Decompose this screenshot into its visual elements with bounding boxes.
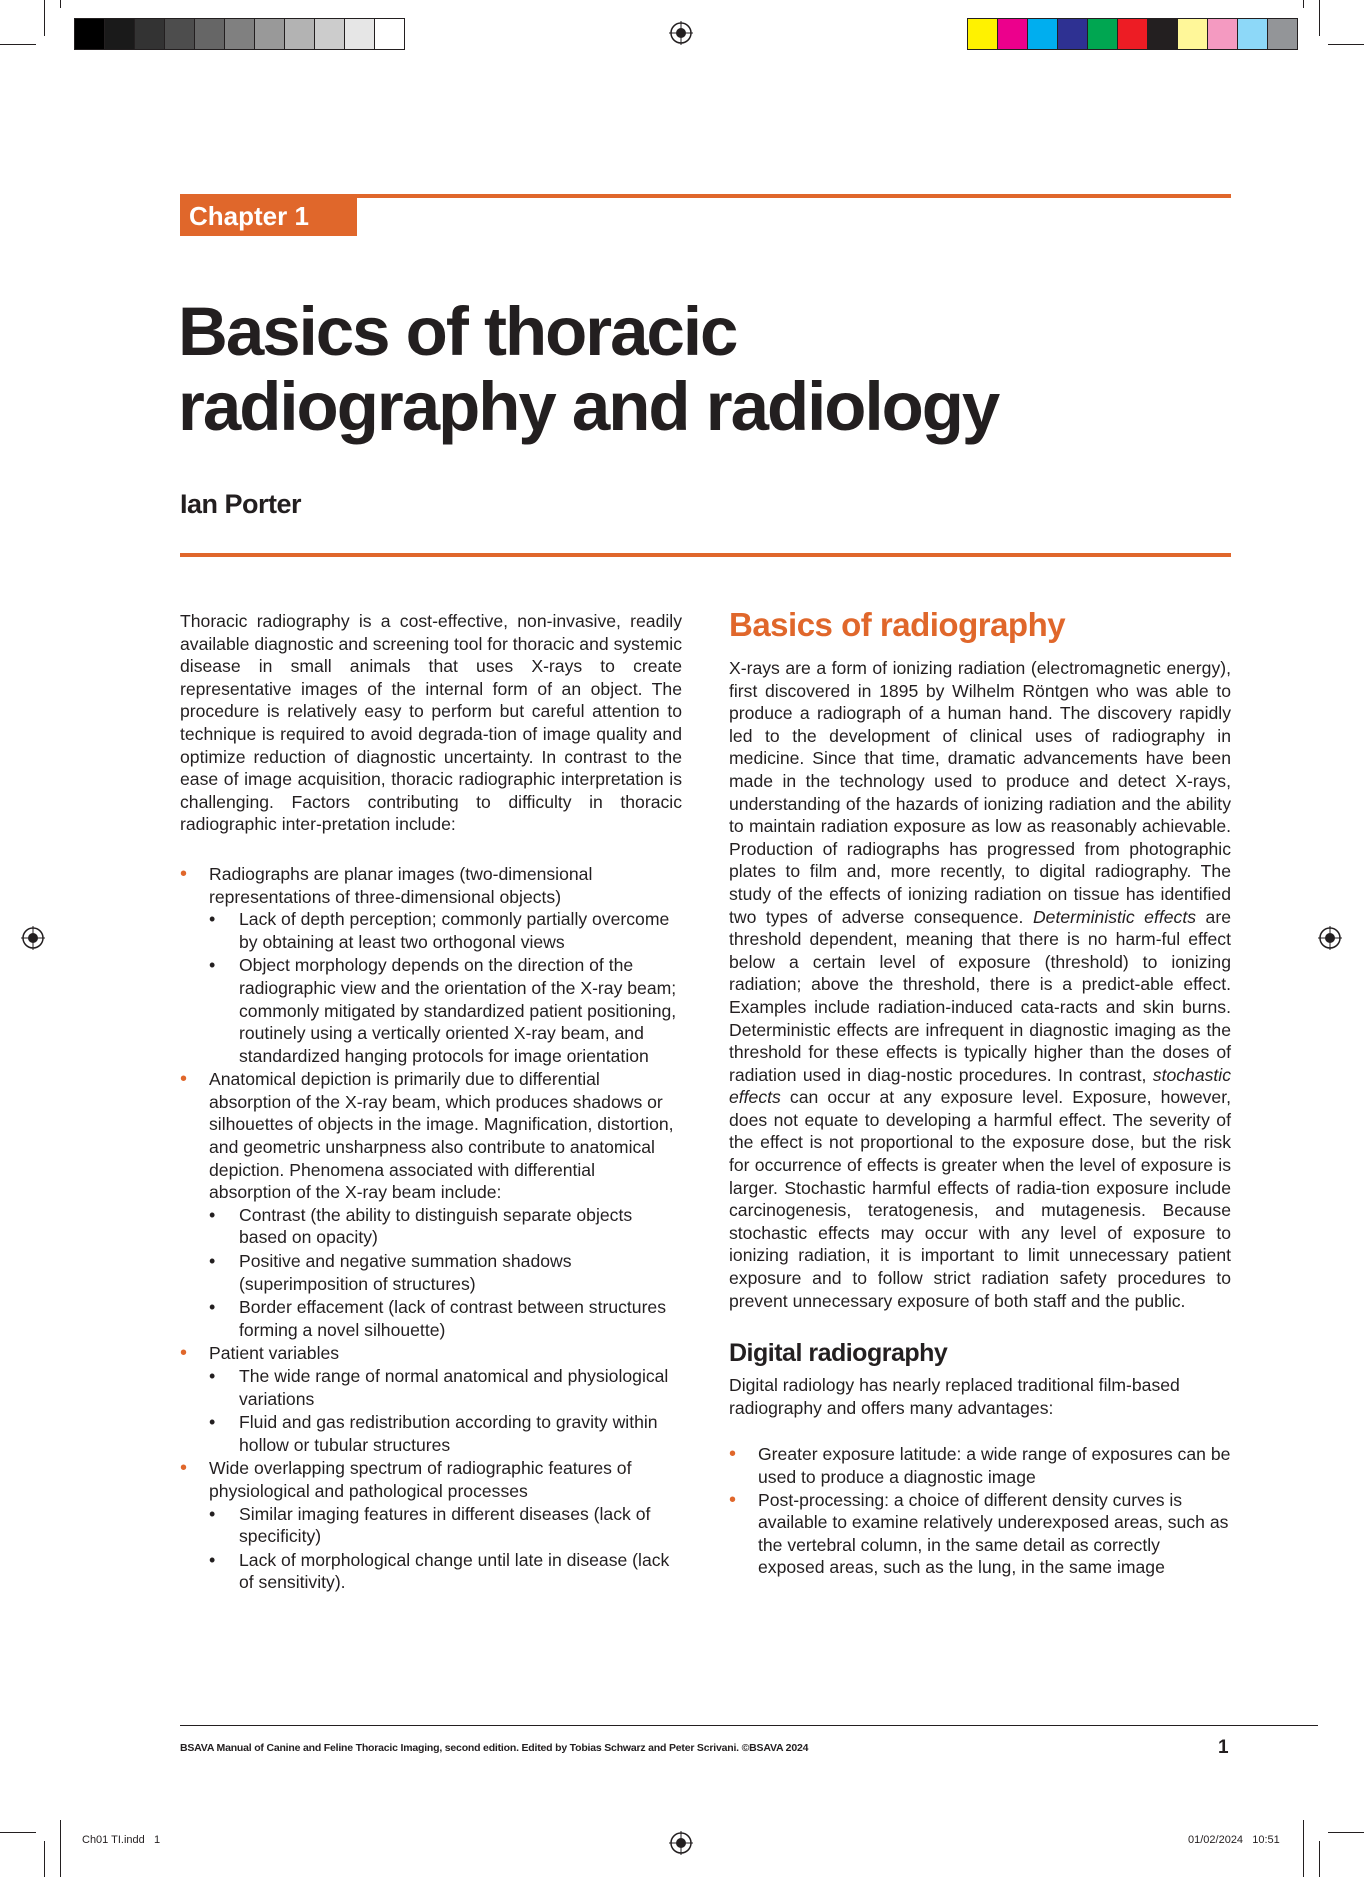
- chapter-title: [178, 294, 1238, 444]
- sub-list-item: • Positive and negative summation shadows (superimposition of structures): [209, 1250, 682, 1295]
- emphasis-term: stochastic effects: [729, 1064, 1231, 1108]
- color-swatch: [1148, 19, 1178, 49]
- right-column: [729, 605, 1231, 1579]
- color-swatch: [1268, 19, 1297, 49]
- radiography-paragraph: [729, 657, 1231, 1312]
- sub-list-item: • Similar imaging features in different diseases (lack of specificity): [209, 1503, 682, 1548]
- gray-swatch: [225, 19, 255, 49]
- author-name: Ian Porter: [180, 489, 302, 519]
- digital-advantages-list: [729, 1443, 1231, 1579]
- footer-rule: [180, 1725, 1318, 1726]
- sub-list: [209, 1503, 682, 1594]
- sub-list-item: • Fluid and gas redistribution according to gravity within hollow or tubular structures: [209, 1411, 682, 1456]
- left-column: [180, 610, 682, 1595]
- difficulty-factors-list: [180, 863, 682, 1594]
- chapter-title-line-1: Basics of thoracic: [178, 293, 737, 370]
- list-item: • Greater exposure latitude: a wide range of exposures can be used to produce a diagnostic image: [729, 1443, 1231, 1488]
- paragraph-text: are threshold dependent, meaning that there is no harm-ful effect below a certain level of exposure (threshold) to ionizing radiation; above the threshold, there is a predict-able effect. Examples include radiation-induced cata-racts and skin burns. Deterministic effects are infrequent in diagnostic imaging as the threshold for these effects is typically higher than the doses of radiation used in diag-nostic procedures. In contrast,: [729, 906, 1231, 1085]
- section-heading: Basics of radiography: [729, 606, 1066, 643]
- sub-list-item: • The wide range of normal anatomical and physiological variations: [209, 1365, 682, 1410]
- gray-swatch: [165, 19, 195, 49]
- list-item: [180, 1342, 682, 1456]
- color-swatch: [1088, 19, 1118, 49]
- gray-swatch: [285, 19, 315, 49]
- paragraph-text: X-rays are a form of ionizing radiation (electromagnetic energy), first discovered in 1895 by Wilhelm Röntgen who was able to produce a radiograph of a human hand. The discovery rapidly led to the development of clinical uses of radiography in medicine. Since that time, dramatic advancements have been made in the technology used to produce and detect X-rays, understanding of the hazards of ionizing radiation and the ability to maintain radiation exposure as low as reasonably achievable. Production of radiographs has progressed from photographic plates to film and, more recently, to digital radiography. The study of the effects of ionizing radiation on tissue has identified two types of adverse consequence.: [729, 658, 1231, 927]
- list-item: [180, 863, 682, 1067]
- emphasis-term: Deterministic effects: [1032, 906, 1197, 927]
- registration-mark-icon: [1318, 926, 1342, 950]
- sub-list: [209, 1204, 682, 1342]
- registration-mark-icon: [669, 21, 693, 45]
- list-item: • Post-processing: a choice of different density curves is available to examine relatively underexposed areas, such as the vertebral column, in the same detail as correctly exposed areas, such as the lung, in the same image: [729, 1489, 1231, 1579]
- sub-list: [209, 908, 682, 1067]
- color-swatch: [1058, 19, 1088, 49]
- color-swatch: [1028, 19, 1058, 49]
- grayscale-color-bar: [74, 18, 405, 50]
- sub-list-item: • Lack of depth perception; commonly partially overcome by obtaining at least two orthogonal views: [209, 908, 682, 953]
- list-item-text: • Patient variables: [209, 1343, 340, 1364]
- title-rule: [180, 553, 1231, 557]
- sub-list-item: • Object morphology depends on the direction of the radiographic view and the orientation of the X-ray beam; commonly mitigated by standardized patient positioning, routinely using a vertically oriented X-ray beam, and standardized hanging protocols for image orientation: [209, 954, 682, 1067]
- list-item-text: • Radiographs are planar images (two-dimensional representations of three-dimensional objects): [209, 863, 593, 907]
- list-item: [180, 1457, 682, 1594]
- registration-mark-icon: [669, 1831, 693, 1855]
- gray-swatch: [345, 19, 375, 49]
- list-item-text: • Wide overlapping spectrum of radiographic features of physiological and pathological processes: [209, 1458, 632, 1501]
- gray-swatch: [255, 19, 285, 49]
- sub-list-item: • Contrast (the ability to distinguish separate objects based on opacity): [209, 1204, 682, 1249]
- list-item: [180, 1068, 682, 1341]
- paragraph-text: can occur at any exposure level. Exposure, however, does not equate to developing a harmful effect. The severity of the effect is not proportional to the exposure dose, but the risk for occurrence of effects is greater when the level of exposure is larger. Stochastic harmful effects of radia-tion exposure include carcinogenesis, teratogenesis, and mutagenesis. Because stochastic effects may occur with any level of exposure to ionizing radiation, it is important to limit unnecessary patient exposure and to follow strict radiation safety procedures to prevent unnecessary exposure of both staff and the public.: [729, 1087, 1231, 1311]
- color-swatch: [1208, 19, 1238, 49]
- chapter-title-line-2: radiography and radiology: [178, 368, 999, 445]
- process-color-bar: [967, 18, 1298, 50]
- page-number: 1: [1218, 1737, 1229, 1758]
- registration-mark-icon: [21, 926, 45, 950]
- gray-swatch: [375, 19, 404, 49]
- color-swatch: [1118, 19, 1148, 49]
- slug-filename: Ch01 TI.indd 1: [82, 1834, 161, 1846]
- color-swatch: [968, 19, 998, 49]
- list-item-text: • Anatomical depiction is primarily due to differential absorption of the X-ray beam, which produces shadows or silhouettes of objects in the image. Magnification, distortion, and geometric unsharpness also contribute to anatomical depiction. Phenomena associated with differential absorption of the X-ray beam include:: [209, 1069, 674, 1203]
- sub-list: [209, 1365, 682, 1456]
- gray-swatch: [105, 19, 135, 49]
- slug-datetime: 01/02/2024 10:51: [1188, 1834, 1280, 1846]
- subsection-heading: Digital radiography: [729, 1339, 948, 1368]
- chapter-label: Chapter 1: [180, 197, 357, 236]
- color-swatch: [998, 19, 1028, 49]
- digital-intro-paragraph: Digital radiology has nearly replaced traditional film-based radiography and offers many advantages:: [729, 1375, 1180, 1418]
- gray-swatch: [315, 19, 345, 49]
- gray-swatch: [195, 19, 225, 49]
- gray-swatch: [135, 19, 165, 49]
- gray-swatch: [75, 19, 105, 49]
- color-swatch: [1238, 19, 1268, 49]
- sub-list-item: • Border effacement (lack of contrast between structures forming a novel silhouette): [209, 1296, 682, 1341]
- color-swatch: [1178, 19, 1208, 49]
- footer-citation: BSAVA Manual of Canine and Feline Thoracic Imaging, second edition. Edited by Tobias Schwarz and Peter Scrivani. ©BSAVA 2024: [180, 1742, 809, 1754]
- intro-paragraph: Thoracic radiography is a cost-effective, non-invasive, readily available diagnostic and screening tool for thoracic and systemic disease in small animals that uses X-rays to create representative images of the internal form of an object. The procedure is relatively easy to perform but careful attention to technique is required to avoid degrada-tion of image quality and optimize reduction of diagnostic uncertainty. In contrast to the ease of image acquisition, thoracic radiographic interpretation is challenging. Factors contributing to difficulty in thoracic radiographic inter-pretation include:: [180, 611, 682, 835]
- sub-list-item: • Lack of morphological change until late in disease (lack of sensitivity).: [209, 1549, 682, 1594]
